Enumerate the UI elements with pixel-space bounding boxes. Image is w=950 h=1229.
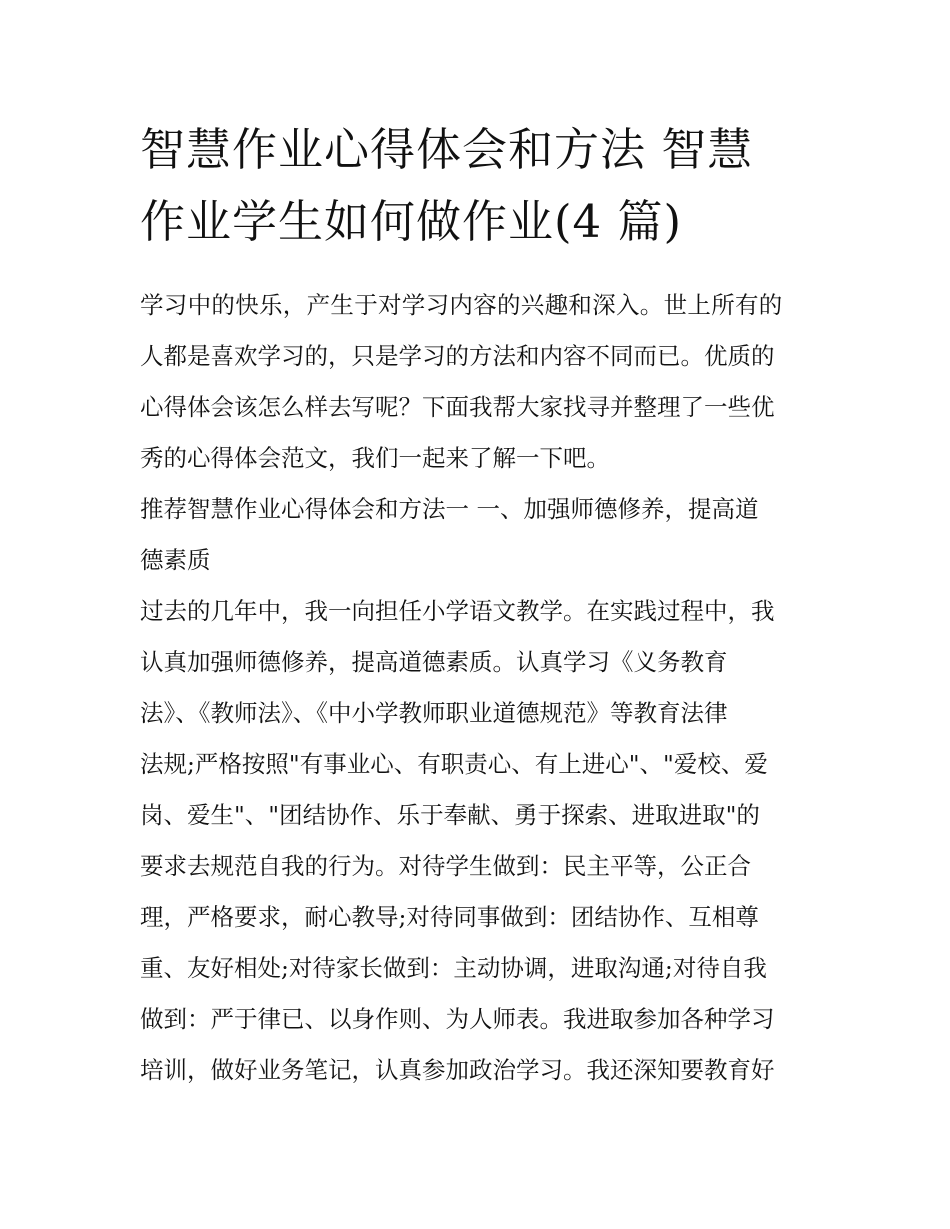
title-line: 作业学生如何做作业(4 篇) [140,195,683,248]
text-line: 秀的心得体会范文，我们一起来了解一下吧。 [140,444,610,472]
document-title [140,114,812,258]
section-heading-paragraph [140,484,812,586]
text-line: 培训，做好业务笔记，认真参加政治学习。我还深知要教育好 [140,1056,775,1084]
document-body [140,280,812,1096]
text-line: 认真加强师德修养，提高道德素质。认真学习《义务教育 [140,648,728,676]
text-line: 学习中的快乐，产生于对学习内容的兴趣和深入。世上所有的 [140,291,783,319]
text-line: 过去的几年中，我一向担任小学语文教学。在实践过程中，我 [140,597,775,625]
text-line: 法规;严格按照"有事业心、有职责心、有上进心"、"爱校、爱 [140,750,768,778]
text-line: 要求去规范自我的行为。对待学生做到：民主平等，公正合 [140,852,751,880]
title-line: 智慧作业心得体会和方法 智慧 [140,123,754,176]
body-paragraph [140,586,812,1096]
text-line: 理，严格要求，耐心教导;对待同事做到：团结协作、互相尊 [140,903,759,931]
intro-paragraph [140,280,812,484]
text-line: 推荐智慧作业心得体会和方法一 一、加强师德修养，提高道 [140,495,759,523]
text-line: 德素质 [140,546,211,574]
text-line: 岗、爱生"、"团结协作、乐于奉献、勇于探索、进取进取"的 [140,801,760,829]
text-line: 心得体会该怎么样去写呢？下面我帮大家找寻并整理了一些优 [140,393,775,421]
text-line: 法》、《教师法》、《中小学教师职业道德规范》等教育法律 [140,699,728,727]
text-line: 重、友好相处;对待家长做到：主动协调，进取沟通;对待自我 [140,954,767,982]
text-line: 人都是喜欢学习的，只是学习的方法和内容不同而已。优质的 [140,342,775,370]
text-line: 做到：严于律已、以身作则、为人师表。我进取参加各种学习 [140,1005,775,1033]
